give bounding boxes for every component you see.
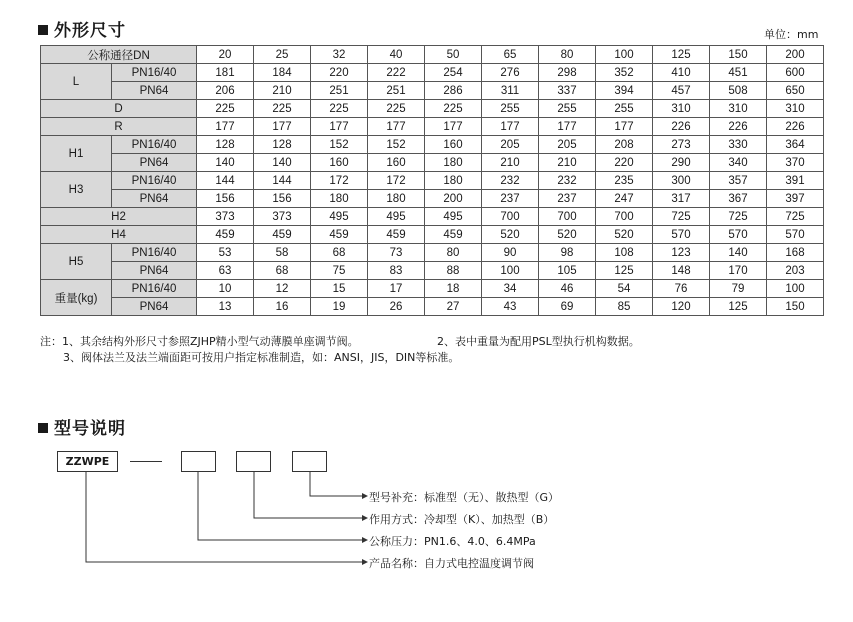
table-cell: 54 xyxy=(596,280,653,298)
table-cell: 172 xyxy=(311,172,368,190)
table-cell: 330 xyxy=(710,136,767,154)
table-cell: 80 xyxy=(425,244,482,262)
table-cell: 397 xyxy=(767,190,824,208)
table-cell: 205 xyxy=(539,136,596,154)
section-title-text: 外形尺寸 xyxy=(54,21,126,41)
table-cell: 394 xyxy=(596,82,653,100)
table-cell: 85 xyxy=(596,298,653,316)
table-cell: 100 xyxy=(482,262,539,280)
row-sub-label: PN16/40 xyxy=(112,244,197,262)
table-cell: 495 xyxy=(425,208,482,226)
table-cell: 225 xyxy=(311,100,368,118)
row-sub-label: PN16/40 xyxy=(112,64,197,82)
table-cell: 68 xyxy=(254,262,311,280)
row-group-label: H3 xyxy=(41,172,112,208)
table-cell: 152 xyxy=(368,136,425,154)
table-cell: 205 xyxy=(482,136,539,154)
header-dn-value: 125 xyxy=(653,46,710,64)
table-cell: 225 xyxy=(425,100,482,118)
table-cell: 290 xyxy=(653,154,710,172)
table-cell: 410 xyxy=(653,64,710,82)
table-cell: 177 xyxy=(482,118,539,136)
table-cell: 225 xyxy=(368,100,425,118)
table-cell: 13 xyxy=(197,298,254,316)
table-cell: 26 xyxy=(368,298,425,316)
table-cell: 160 xyxy=(368,154,425,172)
table-cell: 700 xyxy=(539,208,596,226)
table-cell: 226 xyxy=(653,118,710,136)
row-label: R xyxy=(41,118,197,136)
table-cell: 125 xyxy=(710,298,767,316)
table-cell: 337 xyxy=(539,82,596,100)
table-cell: 232 xyxy=(482,172,539,190)
row-group-label: H5 xyxy=(41,244,112,280)
row-group-label: L xyxy=(41,64,112,100)
table-cell: 148 xyxy=(653,262,710,280)
table-cell: 46 xyxy=(539,280,596,298)
table-cell: 255 xyxy=(539,100,596,118)
table-cell: 255 xyxy=(482,100,539,118)
table-cell: 53 xyxy=(197,244,254,262)
table-cell: 600 xyxy=(767,64,824,82)
header-dn-value: 80 xyxy=(539,46,596,64)
table-cell: 75 xyxy=(311,262,368,280)
table-cell: 12 xyxy=(254,280,311,298)
row-sub-label: PN64 xyxy=(112,190,197,208)
table-cell: 69 xyxy=(539,298,596,316)
table-cell: 520 xyxy=(539,226,596,244)
table-cell: 225 xyxy=(254,100,311,118)
header-dn-value: 65 xyxy=(482,46,539,64)
table-cell: 177 xyxy=(368,118,425,136)
table-cell: 83 xyxy=(368,262,425,280)
table-cell: 370 xyxy=(767,154,824,172)
table-cell: 251 xyxy=(311,82,368,100)
model-label-pressure: 公称压力：PN1.6、4.0、6.4MPa xyxy=(369,535,536,548)
row-sub-label: PN64 xyxy=(112,298,197,316)
table-cell: 73 xyxy=(368,244,425,262)
table-cell: 495 xyxy=(368,208,425,226)
table-cell: 105 xyxy=(539,262,596,280)
table-cell: 17 xyxy=(368,280,425,298)
note-2: 2、表中重量为配用PSL型执行机构数据。 xyxy=(437,335,640,348)
table-cell: 273 xyxy=(653,136,710,154)
row-sub-label: PN64 xyxy=(112,154,197,172)
table-cell: 144 xyxy=(197,172,254,190)
table-cell: 140 xyxy=(254,154,311,172)
table-cell: 373 xyxy=(254,208,311,226)
table-cell: 222 xyxy=(368,64,425,82)
note-3: 3、阀体法兰及法兰端面距可按用户指定标准制造，如：ANSI，JIS，DIN等标准。 xyxy=(63,351,460,364)
table-cell: 58 xyxy=(254,244,311,262)
table-cell: 79 xyxy=(710,280,767,298)
table-cell: 520 xyxy=(482,226,539,244)
table-cell: 226 xyxy=(710,118,767,136)
table-cell: 210 xyxy=(254,82,311,100)
model-label-product: 产品名称：自力式电控温度调节阀 xyxy=(369,557,534,570)
table-cell: 128 xyxy=(254,136,311,154)
table-cell: 123 xyxy=(653,244,710,262)
table-cell: 156 xyxy=(254,190,311,208)
table-cell: 311 xyxy=(482,82,539,100)
table-cell: 247 xyxy=(596,190,653,208)
table-cell: 180 xyxy=(368,190,425,208)
table-cell: 15 xyxy=(311,280,368,298)
table-cell: 220 xyxy=(596,154,653,172)
table-cell: 700 xyxy=(596,208,653,226)
table-cell: 160 xyxy=(311,154,368,172)
table-cell: 208 xyxy=(596,136,653,154)
table-cell: 220 xyxy=(311,64,368,82)
table-cell: 225 xyxy=(197,100,254,118)
table-cell: 177 xyxy=(197,118,254,136)
table-cell: 570 xyxy=(767,226,824,244)
table-cell: 180 xyxy=(425,172,482,190)
header-dn-value: 100 xyxy=(596,46,653,64)
table-cell: 88 xyxy=(425,262,482,280)
table-cell: 170 xyxy=(710,262,767,280)
table-cell: 181 xyxy=(197,64,254,82)
table-cell: 34 xyxy=(482,280,539,298)
table-cell: 140 xyxy=(710,244,767,262)
table-cell: 140 xyxy=(197,154,254,172)
table-cell: 300 xyxy=(653,172,710,190)
table-cell: 177 xyxy=(254,118,311,136)
row-sub-label: PN64 xyxy=(112,82,197,100)
table-cell: 700 xyxy=(482,208,539,226)
table-cell: 206 xyxy=(197,82,254,100)
table-cell: 367 xyxy=(710,190,767,208)
table-cell: 570 xyxy=(710,226,767,244)
table-cell: 177 xyxy=(425,118,482,136)
table-cell: 237 xyxy=(482,190,539,208)
header-dn-value: 32 xyxy=(311,46,368,64)
row-label: H2 xyxy=(41,208,197,226)
table-cell: 459 xyxy=(197,226,254,244)
header-dn-value: 20 xyxy=(197,46,254,64)
table-cell: 286 xyxy=(425,82,482,100)
row-label: H4 xyxy=(41,226,197,244)
table-cell: 235 xyxy=(596,172,653,190)
header-dn-value: 25 xyxy=(254,46,311,64)
table-cell: 391 xyxy=(767,172,824,190)
table-cell: 108 xyxy=(596,244,653,262)
table-cell: 180 xyxy=(425,154,482,172)
table-cell: 177 xyxy=(311,118,368,136)
table-cell: 725 xyxy=(710,208,767,226)
table-cell: 177 xyxy=(596,118,653,136)
table-cell: 495 xyxy=(311,208,368,226)
table-cell: 43 xyxy=(482,298,539,316)
table-cell: 352 xyxy=(596,64,653,82)
table-cell: 251 xyxy=(368,82,425,100)
table-cell: 120 xyxy=(653,298,710,316)
table-cell: 10 xyxy=(197,280,254,298)
table-cell: 168 xyxy=(767,244,824,262)
table-cell: 650 xyxy=(767,82,824,100)
model-label-action: 作用方式：冷却型（K）、加热型（B） xyxy=(369,513,555,526)
table-cell: 357 xyxy=(710,172,767,190)
table-cell: 459 xyxy=(368,226,425,244)
model-code-box: ZZWPE xyxy=(57,451,118,472)
table-cell: 317 xyxy=(653,190,710,208)
table-cell: 63 xyxy=(197,262,254,280)
table-cell: 144 xyxy=(254,172,311,190)
table-cell: 237 xyxy=(539,190,596,208)
header-dn-value: 50 xyxy=(425,46,482,64)
table-cell: 298 xyxy=(539,64,596,82)
table-cell: 276 xyxy=(482,64,539,82)
table-cell: 226 xyxy=(767,118,824,136)
table-cell: 177 xyxy=(539,118,596,136)
table-cell: 128 xyxy=(197,136,254,154)
table-cell: 725 xyxy=(767,208,824,226)
table-cell: 16 xyxy=(254,298,311,316)
note-1: 注：1、其余结构外形尺寸参照ZJHP精小型气动薄膜单座调节阀。 xyxy=(40,335,359,348)
table-cell: 19 xyxy=(311,298,368,316)
model-label-supplement: 型号补充：标准型（无）、散热型（G） xyxy=(369,491,560,504)
table-cell: 100 xyxy=(767,280,824,298)
table-cell: 570 xyxy=(653,226,710,244)
table-cell: 457 xyxy=(653,82,710,100)
table-cell: 232 xyxy=(539,172,596,190)
table-cell: 310 xyxy=(653,100,710,118)
table-cell: 520 xyxy=(596,226,653,244)
table-cell: 18 xyxy=(425,280,482,298)
table-cell: 364 xyxy=(767,136,824,154)
table-cell: 459 xyxy=(311,226,368,244)
table-cell: 180 xyxy=(311,190,368,208)
table-cell: 310 xyxy=(710,100,767,118)
table-cell: 150 xyxy=(767,298,824,316)
table-cell: 254 xyxy=(425,64,482,82)
table-cell: 508 xyxy=(710,82,767,100)
table-cell: 184 xyxy=(254,64,311,82)
table-cell: 68 xyxy=(311,244,368,262)
table-cell: 340 xyxy=(710,154,767,172)
row-label: D xyxy=(41,100,197,118)
row-sub-label: PN16/40 xyxy=(112,172,197,190)
table-cell: 373 xyxy=(197,208,254,226)
row-group-label: H1 xyxy=(41,136,112,172)
row-group-label: 重量(kg) xyxy=(41,280,112,316)
section-title-text: 型号说明 xyxy=(54,419,126,439)
table-cell: 156 xyxy=(197,190,254,208)
table-cell: 125 xyxy=(596,262,653,280)
table-cell: 160 xyxy=(425,136,482,154)
table-cell: 27 xyxy=(425,298,482,316)
table-cell: 76 xyxy=(653,280,710,298)
table-cell: 98 xyxy=(539,244,596,262)
table-cell: 210 xyxy=(482,154,539,172)
unit-label: 单位：mm xyxy=(764,28,819,41)
header-dn-value: 150 xyxy=(710,46,767,64)
table-cell: 152 xyxy=(311,136,368,154)
table-cell: 210 xyxy=(539,154,596,172)
table-cell: 203 xyxy=(767,262,824,280)
table-cell: 459 xyxy=(425,226,482,244)
table-cell: 451 xyxy=(710,64,767,82)
header-dn-value: 200 xyxy=(767,46,824,64)
table-cell: 255 xyxy=(596,100,653,118)
row-sub-label: PN16/40 xyxy=(112,280,197,298)
table-cell: 310 xyxy=(767,100,824,118)
table-cell: 172 xyxy=(368,172,425,190)
header-dn-label: 公称通径DN xyxy=(41,46,197,64)
header-dn-value: 40 xyxy=(368,46,425,64)
row-sub-label: PN64 xyxy=(112,262,197,280)
row-sub-label: PN16/40 xyxy=(112,136,197,154)
table-cell: 725 xyxy=(653,208,710,226)
table-cell: 90 xyxy=(482,244,539,262)
table-cell: 200 xyxy=(425,190,482,208)
table-cell: 459 xyxy=(254,226,311,244)
